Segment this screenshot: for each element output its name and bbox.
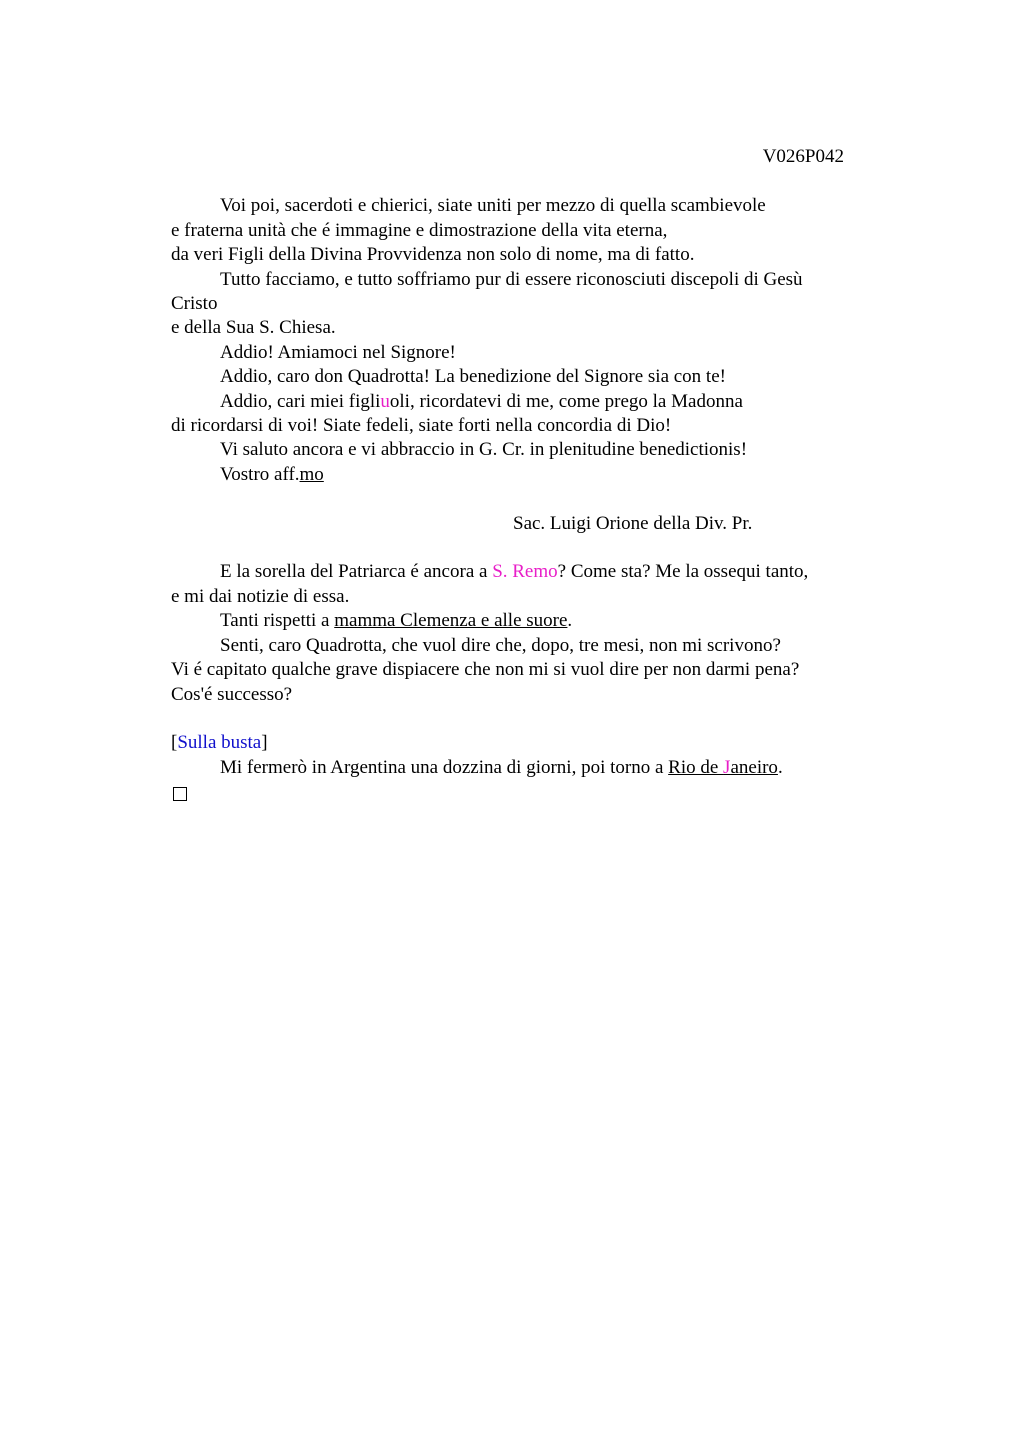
bracket: [	[171, 732, 178, 754]
place-text: aneiro	[730, 756, 778, 778]
letter-line: Addio! Amiamoci nel Signore!	[220, 341, 456, 363]
spacer	[171, 707, 861, 731]
postscript-line	[171, 609, 861, 633]
postscript-text: .	[567, 610, 573, 632]
postscript-line: e mi dai notizie di essa.	[171, 585, 350, 607]
letter-line: e fraterna unità che é immagine e dimostrazione della vita eterna,	[171, 219, 668, 241]
postscript-text: Tanti rispetti a	[220, 610, 335, 632]
highlighted-correction: u	[380, 390, 390, 412]
envelope-heading	[171, 731, 861, 755]
letter-line: Tutto facciamo, e tutto soffriamo pur di essere riconosciuti discepoli di Gesù	[220, 268, 803, 290]
postscript-text: E la sorella del Patriarca é ancora a	[220, 561, 493, 583]
spacer	[171, 487, 861, 511]
bracket: ]	[261, 732, 268, 754]
letter-line: Vi saluto ancora e vi abbraccio in G. Cr. in plenitudine benedictionis!	[220, 439, 748, 461]
letter-line: Cristo	[171, 293, 218, 315]
postscript-line	[171, 560, 861, 584]
highlighted-place: S. Remo	[492, 561, 558, 583]
square-outline-icon	[173, 787, 187, 801]
postscript-line: Senti, caro Quadrotta, che vuol dire che, dopo, tre mesi, non mi scrivono?	[220, 634, 781, 656]
spacer	[171, 536, 861, 560]
letter-line: e della Sua S. Chiesa.	[171, 317, 336, 339]
letter-line	[171, 390, 861, 414]
closing-line	[171, 463, 861, 487]
document-page	[171, 145, 861, 809]
end-mark-line	[171, 780, 861, 808]
envelope-text: .	[777, 756, 783, 778]
letter-line: Addio, caro don Quadrotta! La benedizione del Signore sia con te!	[220, 366, 726, 388]
letter-text: oli, ricordatevi di me, come prego la Madonna	[389, 390, 743, 412]
letter-line: Voi poi, sacerdoti e chierici, siate uniti per mezzo di quella scambievole	[220, 195, 766, 217]
underlined-text: mamma Clemenza e alle suore	[334, 610, 568, 632]
letter-line: di ricordarsi di voi! Siate fedeli, siate forti nella concordia di Dio!	[171, 415, 672, 437]
envelope-note	[171, 731, 861, 808]
closing-text: Vostro aff.	[220, 463, 300, 485]
signature: Sac. Luigi Orione della Div. Pr.	[513, 512, 753, 534]
letter-text: Addio, cari miei figli	[220, 390, 381, 412]
letter-line: da veri Figli della Divina Provvidenza non solo di nome, ma di fatto.	[171, 244, 695, 266]
envelope-line	[171, 756, 861, 780]
editorial-annotation: Sulla busta	[177, 732, 262, 754]
page-identifier: V026P042	[762, 146, 844, 167]
abbreviation-underlined: mo	[299, 463, 324, 485]
postscript	[171, 560, 861, 731]
envelope-text: Mi fermerò in Argentina una dozzina di giorni, poi torno a	[220, 756, 669, 778]
postscript-line: Vi é capitato qualche grave dispiacere che non mi si vuol dire per non darmi pena?	[171, 659, 800, 681]
letter-body	[171, 194, 861, 560]
place-text: Rio de	[668, 756, 724, 778]
underlined-place	[668, 757, 778, 778]
highlighted-correction: J	[723, 756, 731, 778]
postscript-line: Cos'é successo?	[171, 683, 293, 705]
postscript-text: ? Come sta? Me la ossequi tanto,	[557, 561, 809, 583]
